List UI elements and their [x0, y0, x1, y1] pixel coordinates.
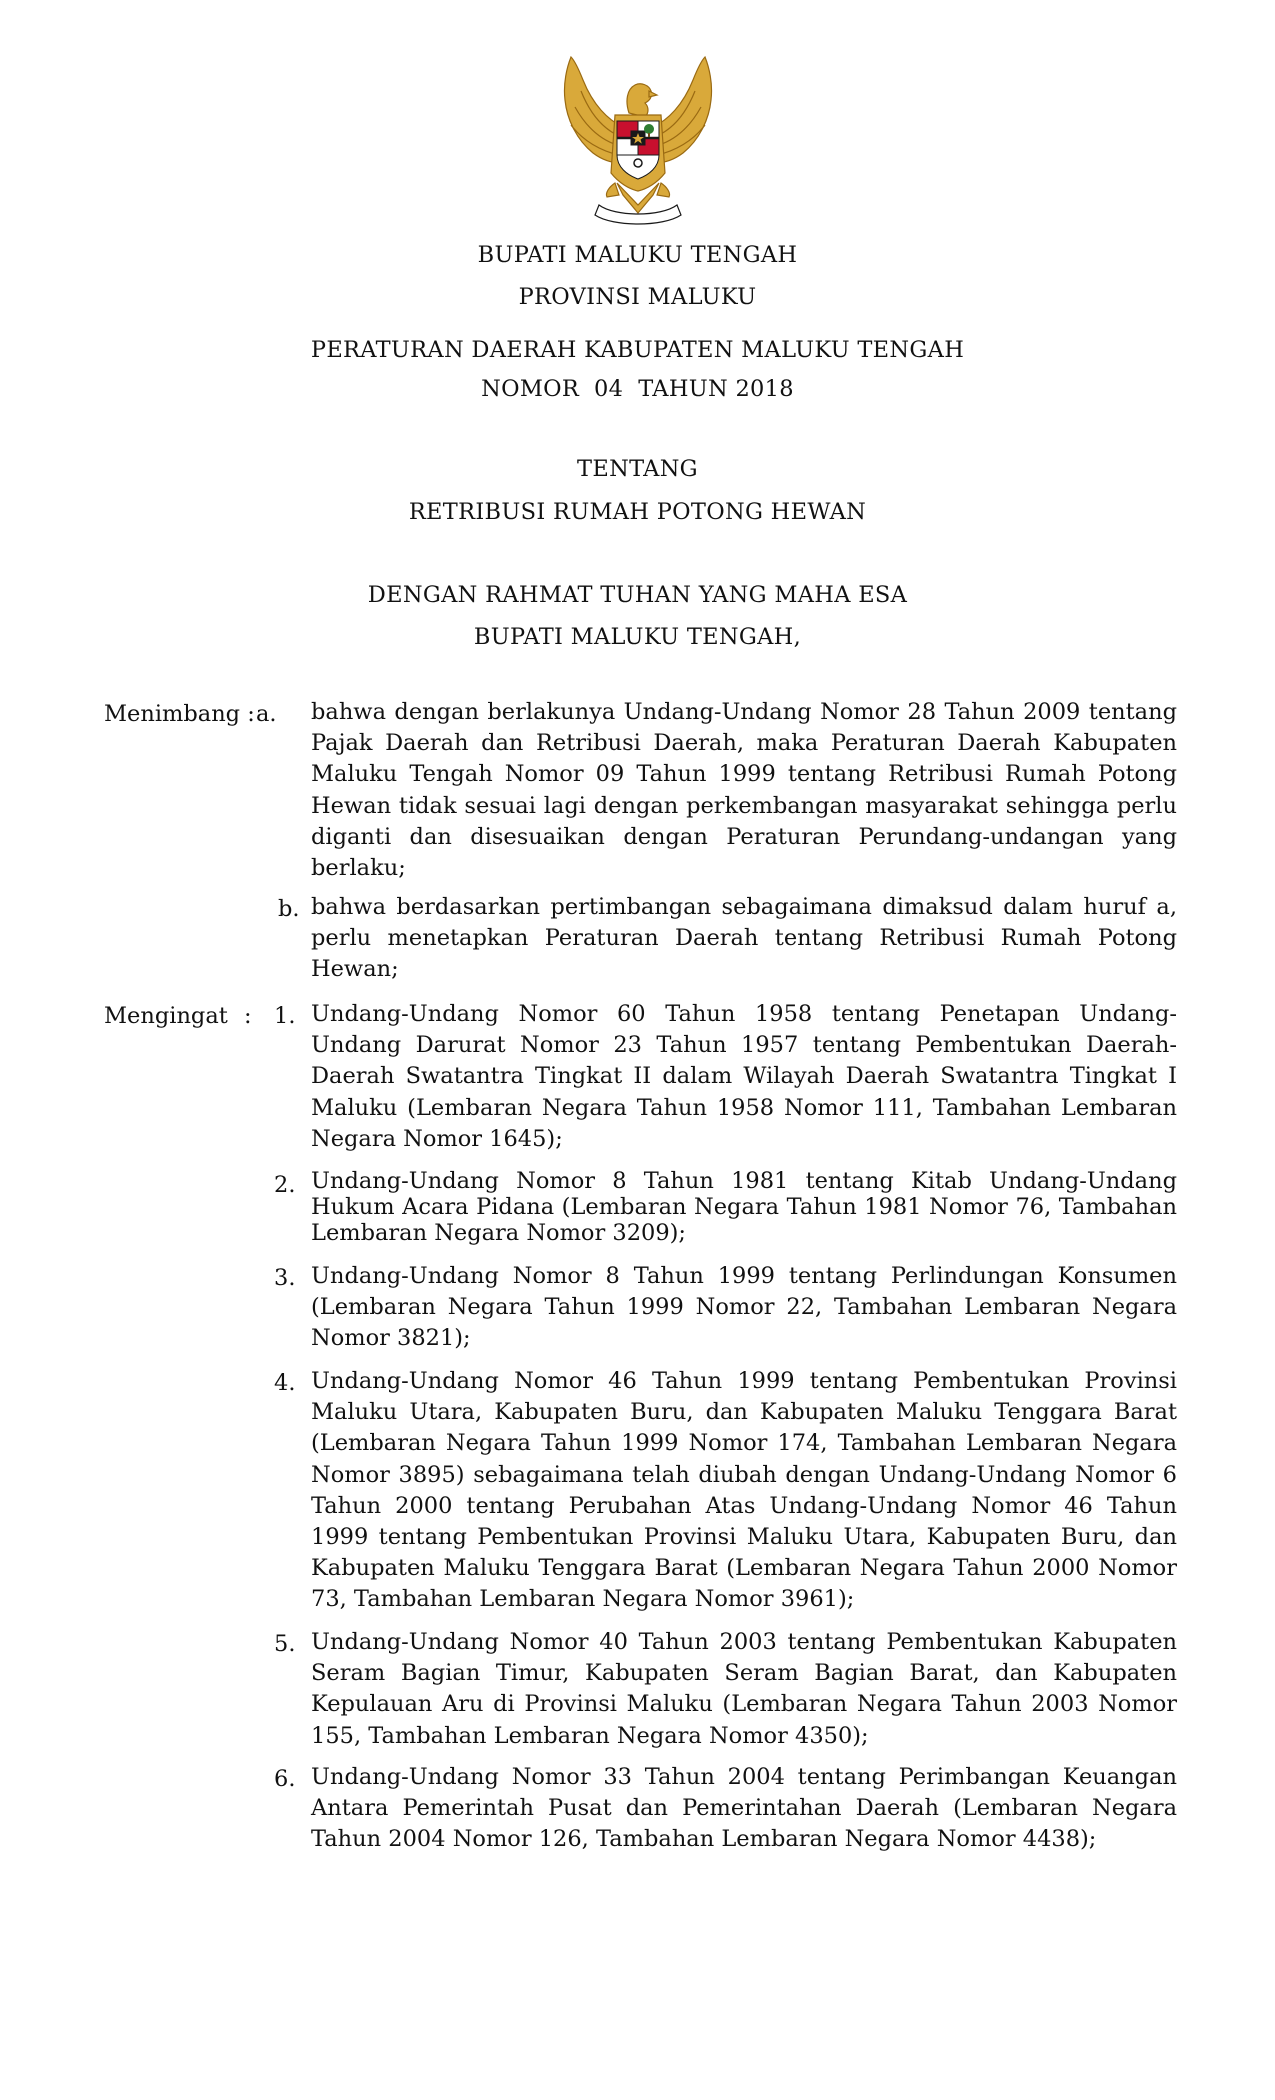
province-title: PROVINSI MALUKU	[518, 284, 757, 310]
issuer-title: BUPATI MALUKU TENGAH	[477, 242, 798, 268]
list-marker: 3.	[274, 1265, 296, 1291]
mengingat-item-2: Undang-Undang Nomor 8 Tahun 1981 tentang Kitab Undang-Undang Hukum Acara Pidana (Lembaran Negara Tahun 1981 Nomor 76, Tambahan Lembaran Negara Nomor 3209);	[311, 1168, 1177, 1246]
mengingat-item-6: Undang-Undang Nomor 33 Tahun 2004 tentang Perimbangan Keuangan Antara Pemerintah Pusat dan Pemerintahan Daerah (Lembaran Negara Tahun 2004 Nomor 126, Tambahan Lembaran Negara Nomor 4438);	[311, 1764, 1177, 1853]
list-marker: 5.	[274, 1631, 296, 1657]
regulation-subject: RETRIBUSI RUMAH POTONG HEWAN	[408, 499, 867, 525]
mengingat-item-1: Undang-Undang Nomor 60 Tahun 1958 tentang Penetapan Undang-Undang Darurat Nomor 23 Tahun 1957 tentang Pembentukan Daerah-Daerah Swatantra Tingkat II dalam Wilayah Daerah Swatantra Tingkat I Maluku (Lembaran Negara Tahun 1958 Nomor 111, Tambahan Lembaran Negara Nomor 1645);	[311, 1001, 1177, 1152]
mengingat-item-3: Undang-Undang Nomor 8 Tahun 1999 tentang Perlindungan Konsumen (Lembaran Negara Tahun 1999 Nomor 22, Tambahan Lembaran Negara Nomor 3821);	[311, 1263, 1177, 1352]
list-marker: 6.	[274, 1766, 296, 1792]
menimbang-item-b: bahwa berdasarkan pertimbangan sebagaimana dimaksud dalam huruf a, perlu menetapkan Peraturan Daerah tentang Retribusi Rumah Potong Hewan;	[311, 894, 1177, 983]
list-marker: a.	[256, 701, 277, 727]
regulation-title: PERATURAN DAERAH KABUPATEN MALUKU TENGAH	[310, 337, 965, 363]
menimbang-item-a: bahwa dengan berlakunya Undang-Undang Nomor 28 Tahun 2009 tentang Pajak Daerah dan Retribusi Daerah, maka Peraturan Daerah Kabupaten Maluku Tengah Nomor 09 Tahun 1999 tentang Retribusi Rumah Potong Hewan tidak sesuai lagi dengan perkembangan masyarakat sehingga perlu diganti dan disesuaikan dengan Peraturan Perundang-undangan yang berlaku;	[311, 699, 1177, 882]
about-label: TENTANG	[577, 456, 698, 482]
opening-phrase: DENGAN RAHMAT TUHAN YANG MAHA ESA	[367, 582, 908, 608]
menimbang-label: Menimbang :	[104, 701, 255, 727]
mengingat-label: Mengingat	[104, 1003, 228, 1029]
list-marker: b.	[278, 896, 300, 922]
list-marker: 1.	[274, 1003, 296, 1029]
regulation-number: NOMOR 04 TAHUN 2018	[481, 376, 794, 402]
list-marker: 2.	[274, 1172, 296, 1198]
list-marker: 4.	[274, 1370, 296, 1396]
garuda-emblem-icon	[553, 55, 723, 227]
opening-issuer: BUPATI MALUKU TENGAH,	[473, 624, 802, 650]
mengingat-item-4: Undang-Undang Nomor 46 Tahun 1999 tentang Pembentukan Provinsi Maluku Utara, Kabupaten Buru, dan Kabupaten Maluku Tenggara Barat (Lembaran Negara Tahun 1999 Nomor 174, Tambahan Lembaran Negara Nomor 3895) sebagaimana telah diubah dengan Undang-Undang Nomor 6 Tahun 2000 tentang Perubahan Atas Undang-Undang Nomor 46 Tahun 1999 tentang Pembentukan Provinsi Maluku Utara, Kabupaten Buru, dan Kabupaten Maluku Tenggara Barat (Lembaran Negara Tahun 2000 Nomor 73, Tambahan Lembaran Negara Nomor 3961);	[311, 1368, 1177, 1613]
mengingat-colon: :	[244, 1003, 252, 1029]
mengingat-item-5: Undang-Undang Nomor 40 Tahun 2003 tentang Pembentukan Kabupaten Seram Bagian Timur, Kabupaten Seram Bagian Barat, dan Kabupaten Kepulauan Aru di Provinsi Maluku (Lembaran Negara Tahun 2003 Nomor 155, Tambahan Lembaran Negara Nomor 4350);	[311, 1629, 1177, 1749]
